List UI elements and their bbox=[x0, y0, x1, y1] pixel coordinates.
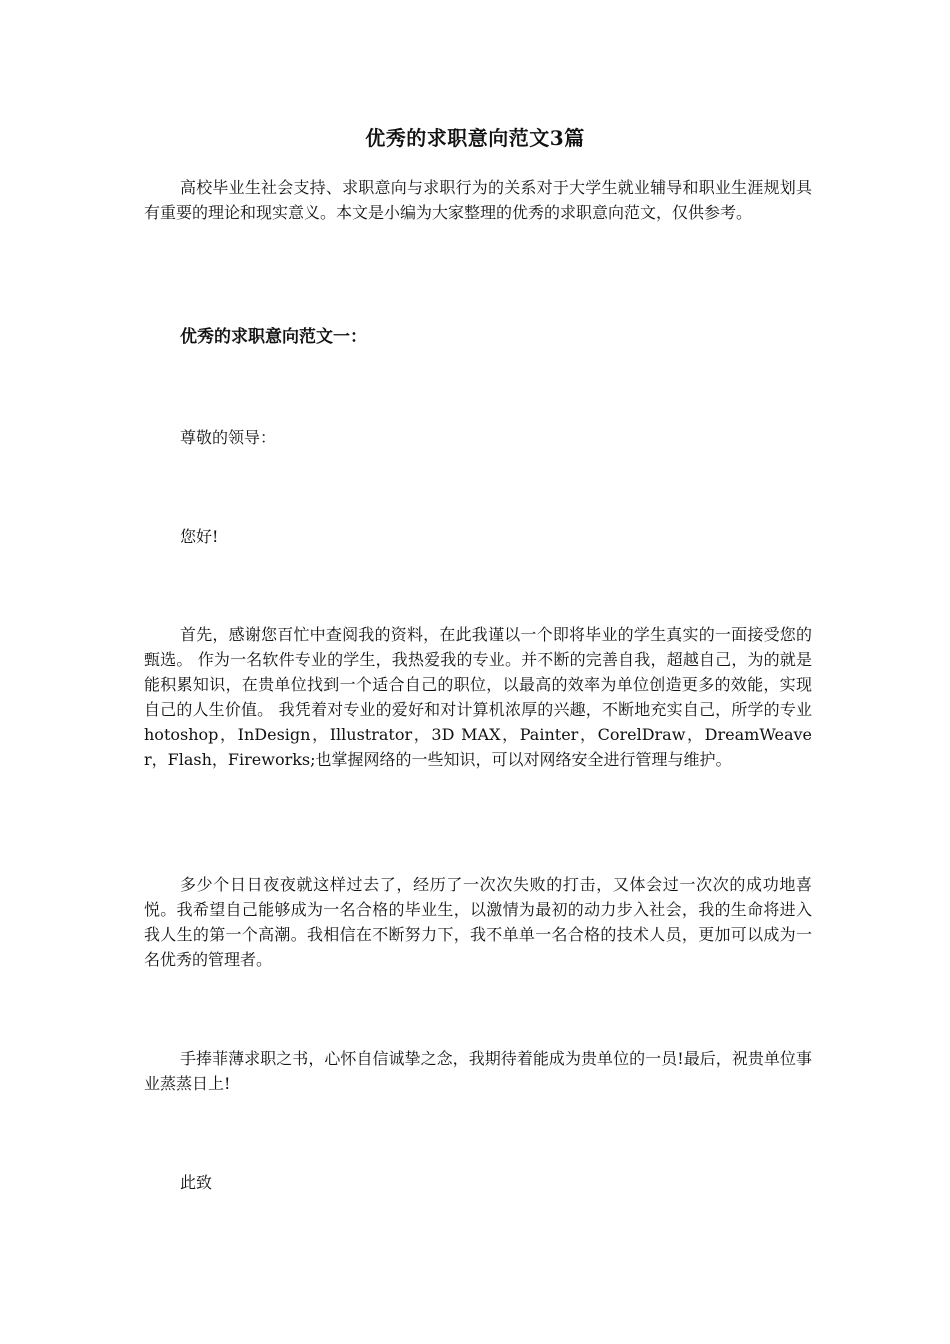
body-paragraph-2: 多少个日日夜夜就这样过去了，经历了一次次失败的打击，又体会过一次次的成功地喜悦。我希望自己能够成为一名合格的毕业生，以激情为最初的动力步入社会，我的生命将进入我人生的第一个高潮。我相信在不断努力下，我不单单一名合格的技术人员，更加可以成为一名优秀的管理者。 bbox=[144, 875, 812, 969]
section-heading: 优秀的求职意向范文一： bbox=[180, 327, 367, 347]
body-paragraph-1: 首先，感谢您百忙中查阅我的资料，在此我谨以一个即将毕业的学生真实的一面接受您的甄选。 作为一名软件专业的学生，我热爱我的专业。并不断的完善自我，超越自己，为的就是能积累知识，在贵单位找到一个适合自己的职位，以最高的效率为单位创造更多的效能，实现自己的人生价值。 我凭着对专业的爱好和对计算机浓厚的兴趣，不断地充实自己，所学的专业hotoshop，InDesign，Illustrator，3D MAX，Painter，CorelDraw，DreamWeaver，Flash，Fireworks;也掌握网络的一些知识，可以对网络安全进行管理与维护。 bbox=[144, 625, 812, 769]
body-paragraph-3: 手捧菲薄求职之书，心怀自信诚挚之念，我期待着能成为贵单位的一员!最后，祝贵单位事业蒸蒸日上! bbox=[144, 1049, 812, 1093]
document-title: 优秀的求职意向范文3篇 bbox=[365, 126, 585, 150]
intro-paragraph: 高校毕业生社会支持、求职意向与求职行为的关系对于大学生就业辅导和职业生涯规划具有重要的理论和现实意义。本文是小编为大家整理的优秀的求职意向范文，仅供参考。 bbox=[144, 178, 812, 222]
salutation: 尊敬的领导： bbox=[180, 428, 277, 447]
closing-line: 此致 bbox=[180, 1173, 213, 1192]
greeting: 您好! bbox=[180, 527, 219, 546]
